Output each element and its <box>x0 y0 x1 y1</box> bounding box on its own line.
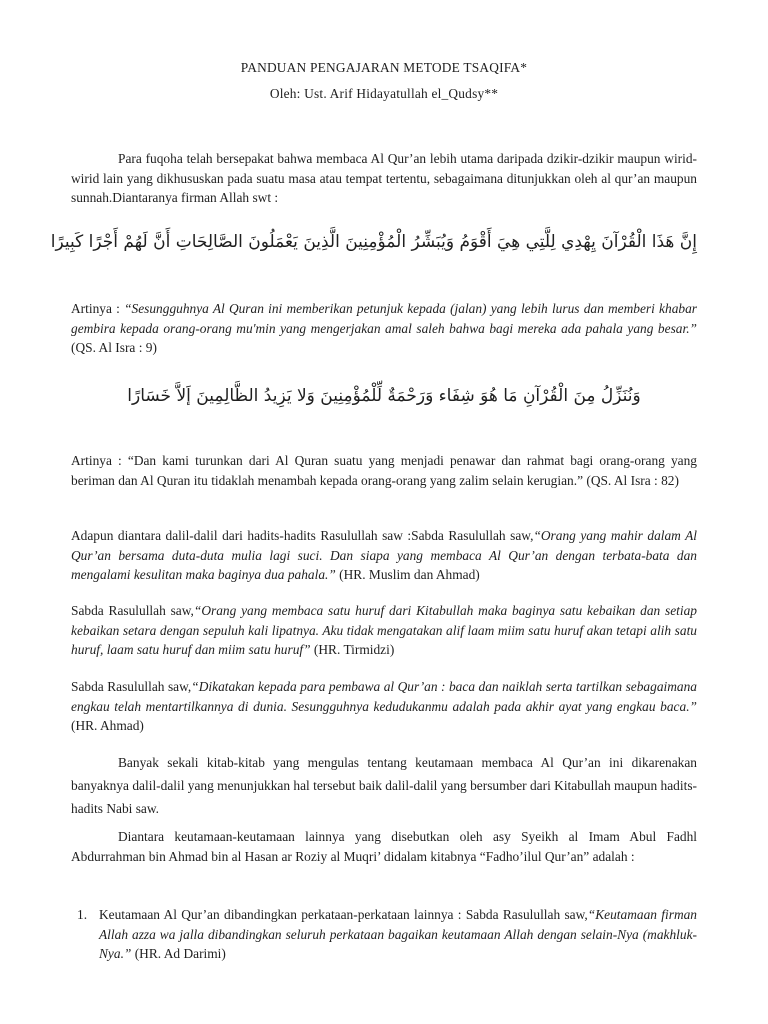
intro-paragraph: Para fuqoha telah bersepakat bahwa membaca Al Qur’an lebih utama daripada dzikir-dzikir maupun wirid-wirid lain yang dikhususkan pada suatu masa atau tempat tertentu, sebagaimana ditunjukkan oleh al qur’an maupun sunnah.Diantaranya firman Allah swt : <box>71 151 697 205</box>
list-item-ref: (HR. Ad Darimi) <box>131 946 226 961</box>
hadith-1-lead: Adapun diantara dalil-dalil dari hadits-hadits Rasulullah saw :Sabda Rasulullah saw, <box>71 528 534 543</box>
hadith-1-quote: “Orang yang mahir dalam Al Qur’an bersama duta-duta mulia lagi suci. Dan siapa yang membaca Al Qur’an dengan terbata-bata dan mengalami kesulitan maka baginya dua pahala.” <box>71 528 697 582</box>
paragraph-2: Banyak sekali kitab-kitab yang mengulas tentang keutamaan membaca Al Qur’an ini dikarenakan banyaknya dalil-dalil yang menunjukkan hal tersebut baik dalil-dalil yang bersumber dari Kitabullah maupun hadits-hadits Nabi saw. <box>71 755 697 816</box>
hadith-3-ref: (HR. Ahmad) <box>71 718 144 733</box>
list-item <box>71 905 697 964</box>
hadith-2-ref: (HR. Tirmidzi) <box>310 642 395 657</box>
list-item-quote: “Keutamaan firman Allah azza wa jalla dibandingkan seluruh perkataan bagaikan keutamaan Allah dengan selain-Nya (makhluk-Nya.” <box>99 907 698 961</box>
arabic-verse-2: وَنُنَزِّلُ مِنَ الْقُرْآنِ مَا هُوَ شِفَاء وَرَحْمَةٌ لِّلْمُؤْمِنِينَ وَلا يَزِيدُ الظَّالِمِينَ إَلاَّ خَسَارًا <box>127 386 641 406</box>
hadith-2 <box>71 601 697 660</box>
hadith-3-lead: Sabda Rasulullah saw, <box>71 679 192 694</box>
paragraph-3: Diantara keutamaan-keutamaan lainnya yang disebutkan oleh asy Syeikh al Imam Abul Fadhl Abdurrahman bin Ahmad bin al Hasan ar Roziy al Muqri’ didalam kitabnya “Fadho’ilul Qur’an” adalah : <box>71 829 697 864</box>
translation-1-quote: “Sesungguhnya Al Quran ini memberikan petunjuk kepada (jalan) yang lebih lurus dan memberi khabar gembira kepada orang-orang mu'min yang mengerjakan amal saleh bahwa bagi mereka ada pahala yang besar.” <box>71 301 697 336</box>
list-item-number: 1. <box>77 907 88 922</box>
translation-1-lead: Artinya : <box>71 301 125 316</box>
translation-1-ref: (QS. Al Isra : 9) <box>71 340 157 355</box>
translation-1 <box>71 299 697 358</box>
list-item-lead: Keutamaan Al Qur’an dibandingkan perkataan-perkataan lainnya : Sabda Rasulullah saw, <box>99 907 588 922</box>
arabic-verse-1: إِنَّ هَذَا الْقُرْآنَ يِهْدِي لِلَّتِي هِيَ أَقْوَمُ وَيُبَشِّرُ الْمُؤْمِنِينَ الَّذِينَ يَعْمَلُونَ الصَّالِحَاتِ أَنَّ لَهُمْ أَجْرًا كَبِيرًا <box>50 232 697 252</box>
document-author: Oleh: Ust. Arif Hidayatullah el_Qudsy** <box>269 86 499 101</box>
hadith-3 <box>71 677 697 736</box>
hadith-1-ref: (HR. Muslim dan Ahmad) <box>335 567 480 582</box>
translation-2: Artinya : “Dan kami turunkan dari Al Quran suatu yang menjadi penawar dan rahmat bagi orang-orang yang beriman dan Al Quran itu tidaklah menambah kepada orang-orang yang zalim selain kerugian.” (QS. Al Isra : 82) <box>71 453 697 488</box>
hadith-2-lead: Sabda Rasulullah saw, <box>71 603 194 618</box>
hadith-3-quote: “Dikatakan kepada para pembawa al Qur’an : baca dan naiklah serta tartilkan sebagaimana engkau telah mentartilkannya di dunia. Sesungguhnya kedudukanmu adalah pada akhir ayat yang engkau baca.” <box>71 679 697 714</box>
hadith-2-quote: “Orang yang membaca satu huruf dari Kitabullah maka baginya satu kebaikan dan setiap kebaikan setara dengan sepuluh kali lipatnya. Aku tidak mengatakan alif laam miim satu huruf akan tetapi alih satu huruf, laam satu huruf dan miim satu huruf” <box>71 603 697 657</box>
list-item-text <box>99 905 697 964</box>
hadith-1 <box>71 526 697 585</box>
document-title: PANDUAN PENGAJARAN METODE TSAQIFA* <box>240 60 528 75</box>
